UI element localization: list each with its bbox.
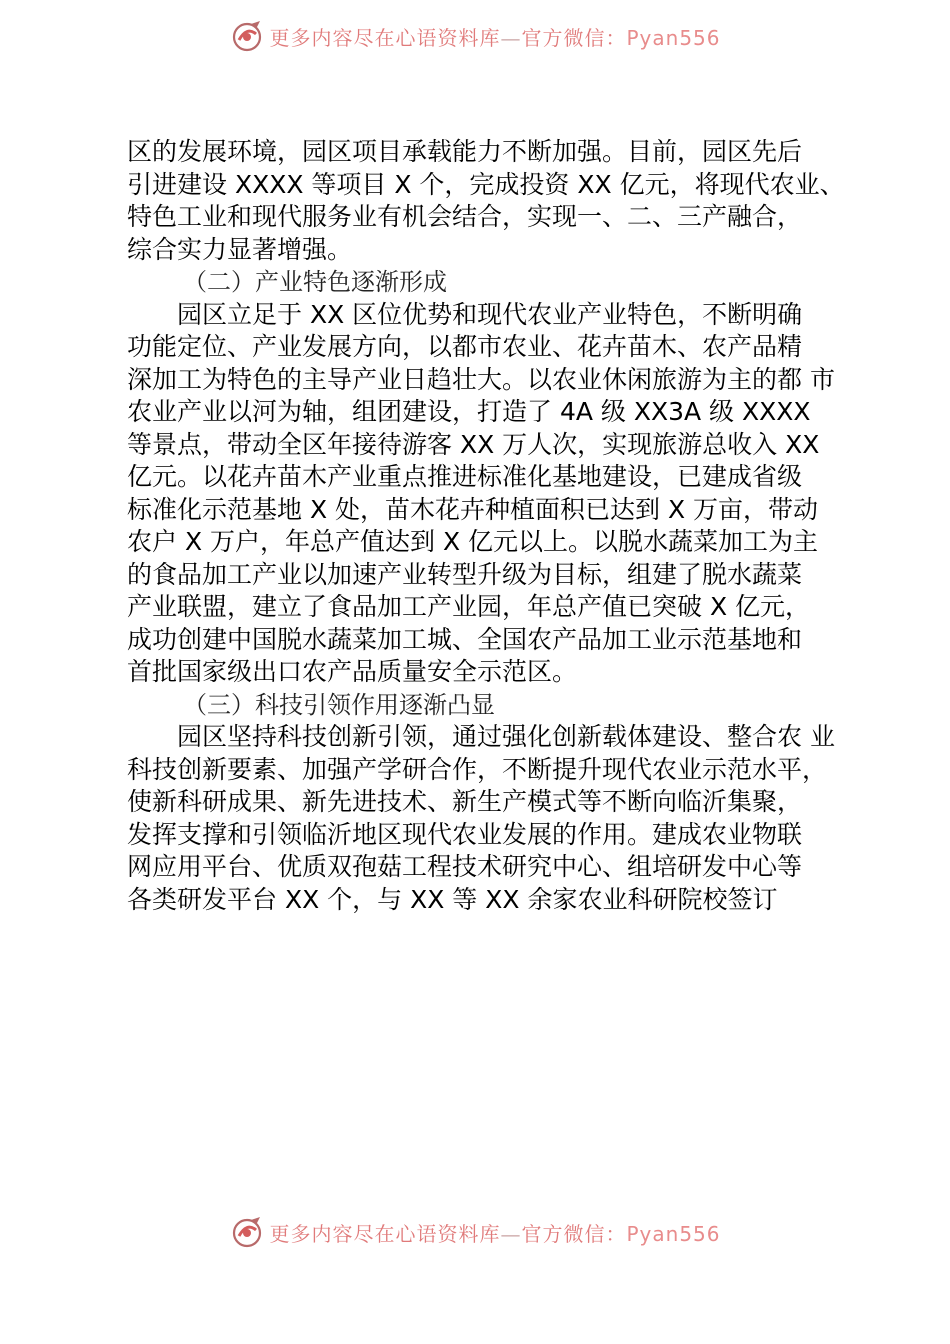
- watermark-text: 更多内容尽在心语资料库—官方微信：Pyan556: [269, 25, 721, 50]
- paragraph-line: 发挥支撑和引领临沂地区现代农业发展的作用。建成农业物联: [127, 819, 803, 849]
- paragraph-line: 园区坚持科技创新引领，通过强化创新载体建设、整合农 业: [177, 722, 835, 751]
- document-body: [127, 136, 845, 916]
- paragraph-line: 引进建设 XXXX 等项目 X 个，完成投资 XX 亿元，将现代农业、: [127, 169, 845, 199]
- paragraph-line: 各类研发平台 XX 个，与 XX 等 XX 余家农业科研院校签订: [127, 884, 778, 914]
- paragraph-line: 农业产业以河为轴，组团建设，打造了 4A 级 XX3A 级 XXXX: [127, 397, 811, 426]
- paragraph-line: 标准化示范基地 X 处，苗木花卉种植面积已达到 X 万亩，带动: [127, 494, 819, 524]
- paragraph-line: 园区立足于 XX 区位优势和现代农业产业特色，不断明确: [177, 299, 803, 329]
- paragraph-line: 农户 X 万户，年总产值达到 X 亿元以上。以脱水蔬菜加工为主: [127, 527, 819, 556]
- footer-watermark: [0, 1210, 950, 1254]
- paragraph-line: 科技创新要素、加强产学研合作，不断提升现代农业示范水平，: [127, 754, 828, 784]
- paragraph-line: 的食品加工产业以加速产业转型升级为目标，组建了脱水蔬菜: [127, 559, 803, 589]
- paragraph-line: 首批国家级出口农产品质量安全示范区。: [127, 657, 578, 686]
- section-heading: （二）产业特色逐渐形成: [183, 268, 447, 296]
- paragraph-line: 等景点，带动全区年接待游客 XX 万人次，实现旅游总收入 XX: [127, 429, 820, 459]
- paragraph-line: 网应用平台、优质双孢菇工程技术研究中心、组培研发中心等: [127, 852, 803, 881]
- paragraph-line: 深加工为特色的主导产业日趋壮大。以农业休闲旅游为主的都 市: [127, 364, 835, 394]
- brand-logo-icon: [229, 18, 265, 54]
- paragraph-line: 综合实力显著增强。: [127, 234, 353, 264]
- brand-logo-icon: [229, 1214, 265, 1250]
- paragraph-line: 产业联盟，建立了食品加工产业园，年总产值已突破 X 亿元，: [127, 592, 811, 621]
- paragraph-line: 功能定位、产业发展方向，以都市农业、花卉苗木、农产品精: [127, 332, 803, 361]
- section-heading: （三）科技引领作用逐渐凸显: [183, 690, 495, 719]
- paragraph-line: 亿元。以花卉苗木产业重点推进标准化基地建设，已建成省级: [127, 462, 803, 491]
- paragraph-line: 区的发展环境，园区项目承载能力不断加强。目前，园区先后: [127, 137, 803, 166]
- paragraph-line: 成功创建中国脱水蔬菜加工城、全国农产品加工业示范基地和: [127, 624, 803, 654]
- paragraph-line: 使新科研成果、新先进技术、新生产模式等不断向临沂集聚，: [127, 787, 803, 816]
- paragraph-line: 特色工业和现代服务业有机会结合，实现一、二、三产融合，: [127, 202, 803, 231]
- watermark-text: 更多内容尽在心语资料库—官方微信：Pyan556: [269, 1221, 721, 1246]
- header-watermark: [0, 14, 950, 58]
